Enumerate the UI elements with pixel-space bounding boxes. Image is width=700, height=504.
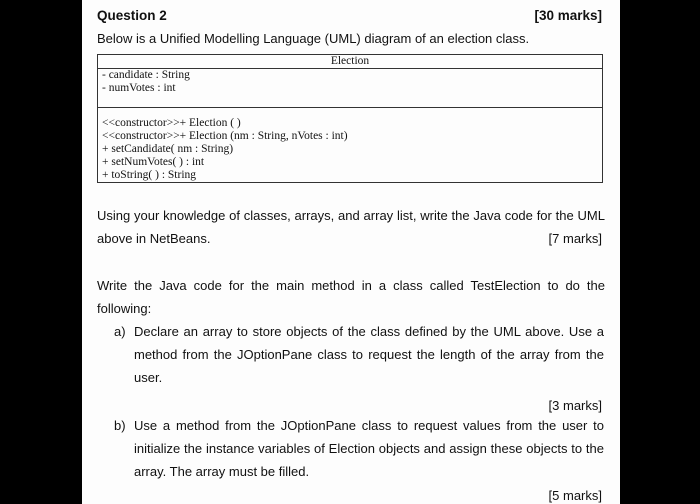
item-a-marks: [3 marks]: [548, 398, 602, 413]
question-total-marks: [30 marks]: [534, 8, 602, 23]
document-page: [82, 0, 620, 504]
uml-method: + setCandidate( nm : String): [102, 143, 234, 155]
item-text: Use a method from the JOptionPane class to request values from the user to initialize the instance variables of Election objects and assign these objects to the array. The array must be filled.: [134, 418, 604, 479]
item-text: Declare an array to store objects of the class defined by the UML above. Use a method from the JOptionPane class to request the length of the array from the user.: [134, 324, 604, 385]
uml-method: <<constructor>>+ Election (nm : String, nVotes : int): [102, 130, 348, 142]
task2-intro: Write the Java code for the main method in a class called TestElection to do the following:: [97, 278, 605, 316]
uml-method: + toString( ) : String: [102, 169, 197, 181]
uml-method: <<constructor>>+ Election ( ): [102, 117, 241, 129]
task1-marks: [7 marks]: [548, 231, 602, 246]
question-intro: Below is a Unified Modelling Language (UML) diagram of an election class.: [97, 31, 530, 46]
item-letter: a): [114, 324, 126, 339]
task1-text: Using your knowledge of classes, arrays, and array list, write the Java code for the UML above in NetBeans.: [97, 208, 605, 246]
uml-attribute: - numVotes : int: [102, 82, 176, 94]
uml-divider: [98, 107, 602, 108]
uml-attribute: - candidate : String: [102, 69, 190, 81]
question-title: Question 2: [97, 8, 167, 23]
item-letter: b): [114, 418, 126, 433]
uml-class-name: Election: [330, 55, 370, 67]
uml-method: + setNumVotes( ) : int: [102, 156, 205, 168]
uml-class-diagram: [97, 54, 603, 183]
item-b-marks: [5 marks]: [548, 488, 602, 503]
